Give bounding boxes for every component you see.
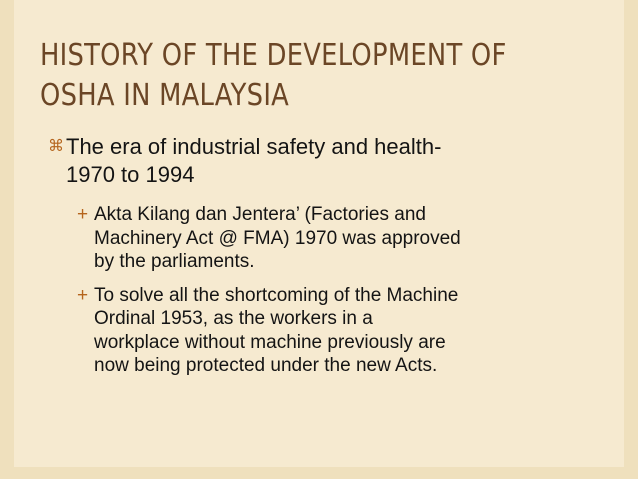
sub-bullet-line: Machinery Act @ FMA) 1970 was approved — [94, 227, 461, 249]
sub-bullet-line: by the parliaments. — [94, 251, 255, 272]
sub-bullet-line: now being protected under the new Acts. — [94, 355, 438, 376]
main-bullet-line-2: 1970 to 1994 — [66, 162, 195, 187]
sub-bullet-fma — [77, 203, 588, 274]
slide-content — [48, 133, 588, 378]
bullet-marker-icon: ⌘ — [48, 138, 64, 155]
main-bullet-line-1: The era of industrial safety and health- — [66, 134, 442, 159]
plus-icon: + — [77, 204, 89, 225]
slide-title — [40, 36, 600, 116]
plus-icon: + — [77, 284, 89, 306]
sub-bullet-line: workplace without machine previously are — [94, 331, 446, 353]
sub-bullet-shortcoming — [77, 284, 588, 378]
sub-bullet-line: To solve all the shortcoming of the Machine — [94, 284, 459, 306]
title-line-1: HISTORY OF THE DEVELOPMENT OF — [40, 38, 507, 73]
sub-bullet-line: Ordinal 1953, as the workers in a — [94, 308, 373, 329]
main-bullet — [48, 133, 588, 189]
sub-bullet-line: Akta Kilang dan Jentera’ (Factories and — [94, 204, 426, 225]
title-line-2: OSHA IN MALAYSIA — [40, 78, 290, 113]
